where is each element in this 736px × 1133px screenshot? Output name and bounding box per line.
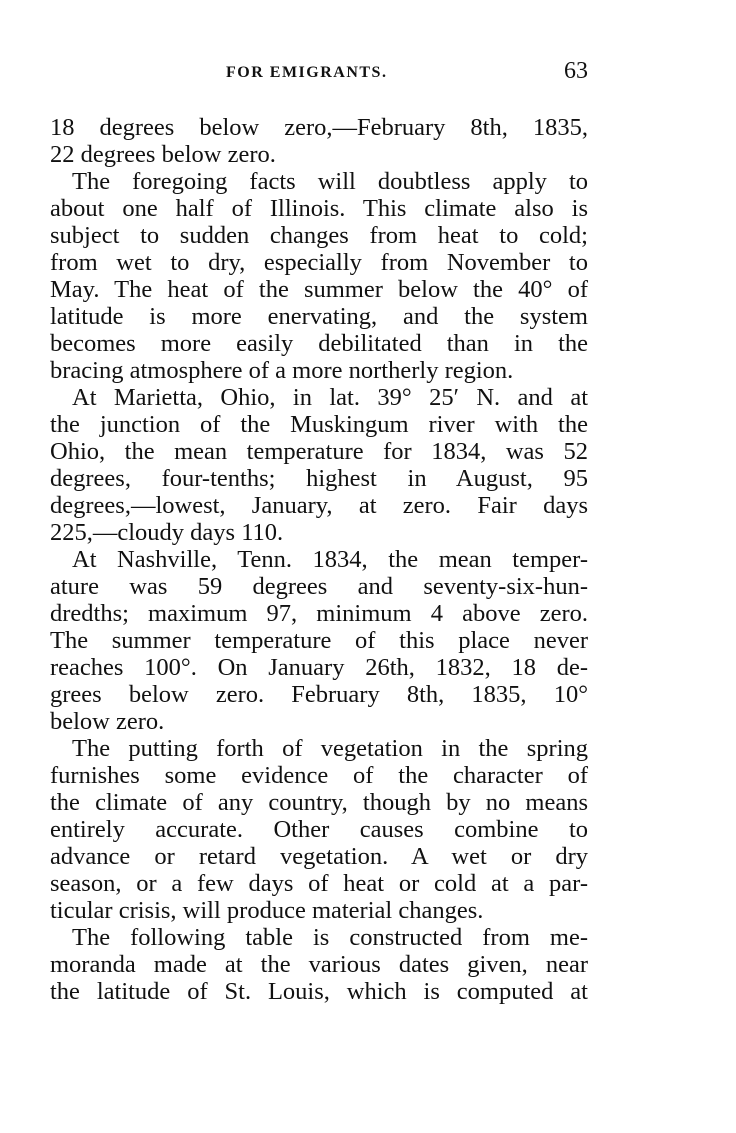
text-line: Ohio, the mean temperature for 1834, was 52 [50, 438, 588, 465]
text-line: the climate of any country, though by no means [50, 789, 588, 816]
text-line: At Marietta, Ohio, in lat. 39° 25′ N. and at [72, 384, 588, 411]
text-line: the junction of the Muskingum river with the [50, 411, 588, 438]
text-line: 22 degrees below zero. [50, 141, 276, 168]
text-line: the latitude of St. Louis, which is computed at [50, 978, 588, 1005]
text-line: dredths; maximum 97, minimum 4 above zero. [50, 600, 588, 627]
text-line: below zero. [50, 708, 165, 735]
text-line: At Nashville, Tenn. 1834, the mean temper- [72, 546, 588, 573]
text-line: reaches 100°. On January 26th, 1832, 18 de- [50, 654, 588, 681]
text-line: furnishes some evidence of the character of [50, 762, 588, 789]
text-line: The summer temperature of this place never [50, 627, 588, 654]
text-line: season, or a few days of heat or cold at a par- [50, 870, 588, 897]
text-line: bracing atmosphere of a more northerly region. [50, 357, 514, 384]
text-line: advance or retard vegetation. A wet or dry [50, 843, 588, 870]
page-header [50, 58, 588, 88]
text-line: ticular crisis, will produce material changes. [50, 897, 484, 924]
text-line: The putting forth of vegetation in the spring [72, 735, 588, 762]
text-line: becomes more easily debilitated than in the [50, 330, 588, 357]
text-line: ature was 59 degrees and seventy-six-hun- [50, 573, 588, 600]
text-line: 225,—cloudy days 110. [50, 519, 284, 546]
text-line: degrees,—lowest, January, at zero. Fair days [50, 492, 588, 519]
text-line: degrees, four-tenths; highest in August, 95 [50, 465, 588, 492]
running-title: FOR EMIGRANTS. [226, 64, 388, 81]
text-line: moranda made at the various dates given, near [50, 951, 588, 978]
text-line: The following table is constructed from me- [72, 924, 588, 951]
text-line: 18 degrees below zero,—February 8th, 1835, [50, 114, 588, 141]
text-line: about one half of Illinois. This climate also is [50, 195, 588, 222]
page-body-text [50, 114, 588, 1005]
text-line: entirely accurate. Other causes combine to [50, 816, 588, 843]
text-line: latitude is more enervating, and the system [50, 303, 588, 330]
page-number: 63 [564, 58, 588, 84]
text-line: grees below zero. February 8th, 1835, 10° [50, 681, 588, 708]
text-line: May. The heat of the summer below the 40° of [50, 276, 588, 303]
text-line: subject to sudden changes from heat to cold; [50, 222, 588, 249]
text-line: The foregoing facts will doubtless apply to [72, 168, 588, 195]
text-line: from wet to dry, especially from November to [50, 249, 588, 276]
